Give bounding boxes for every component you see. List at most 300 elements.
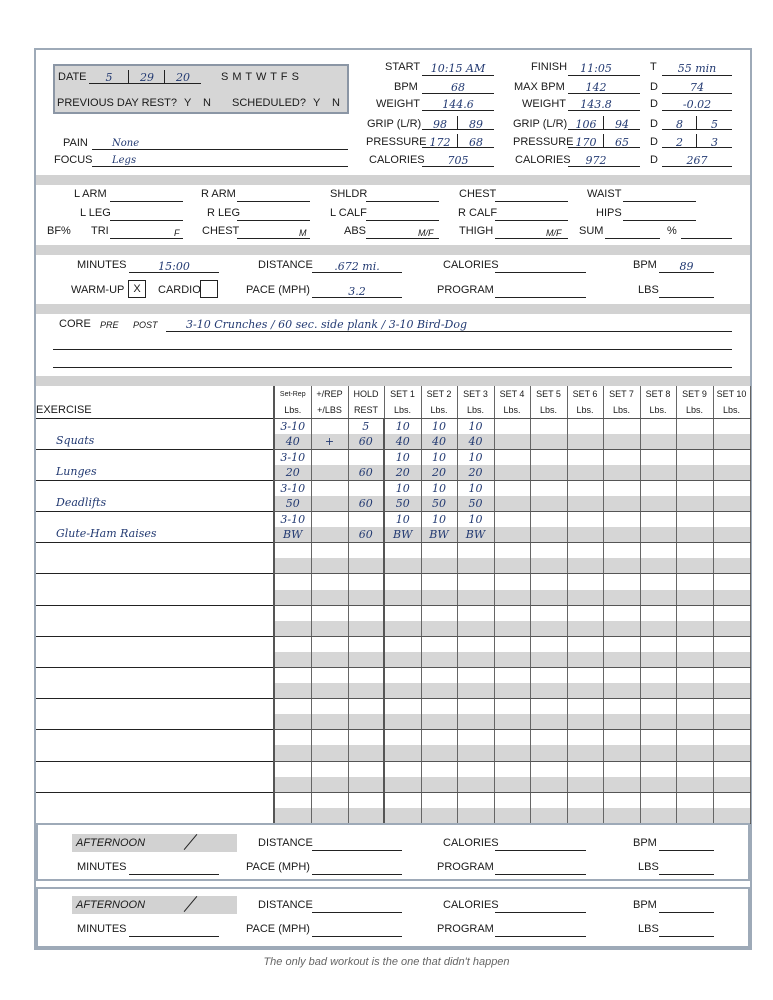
table-cell[interactable]	[530, 699, 567, 715]
table-cell[interactable]	[713, 605, 750, 621]
exercise-name[interactable]: Deadlifts	[36, 480, 274, 511]
table-cell[interactable]	[676, 543, 713, 559]
table-cell[interactable]	[311, 480, 348, 496]
table-cell[interactable]	[384, 730, 421, 746]
aft2-program-field[interactable]	[495, 923, 586, 937]
table-cell[interactable]	[640, 699, 676, 715]
table-cell[interactable]	[567, 512, 603, 528]
table-cell[interactable]	[603, 480, 640, 496]
table-cell[interactable]	[421, 558, 457, 574]
l-leg-field[interactable]	[110, 207, 183, 221]
scheduled-no[interactable]: N	[332, 97, 340, 109]
table-cell[interactable]	[640, 449, 676, 465]
table-cell[interactable]	[274, 699, 311, 715]
exercise-name[interactable]	[36, 761, 274, 792]
table-cell[interactable]	[421, 543, 457, 559]
table-cell[interactable]	[567, 434, 603, 450]
table-cell[interactable]	[530, 636, 567, 652]
r-calf-field[interactable]	[495, 207, 568, 221]
table-cell[interactable]	[421, 808, 457, 824]
table-cell[interactable]: 10	[421, 449, 457, 465]
table-cell[interactable]	[348, 574, 384, 590]
table-cell[interactable]: 50	[457, 496, 494, 512]
table-cell[interactable]	[348, 714, 384, 730]
table-cell[interactable]	[494, 496, 530, 512]
table-cell[interactable]	[348, 761, 384, 777]
table-cell[interactable]	[494, 745, 530, 761]
table-cell[interactable]	[640, 543, 676, 559]
table-cell[interactable]	[457, 605, 494, 621]
afternoon-tag-1[interactable]	[72, 834, 237, 852]
table-cell[interactable]	[311, 449, 348, 465]
table-cell[interactable]: 10	[457, 480, 494, 496]
table-cell[interactable]: 50	[421, 496, 457, 512]
table-cell[interactable]	[603, 543, 640, 559]
table-cell[interactable]	[384, 590, 421, 606]
pct-field[interactable]	[681, 225, 732, 239]
prev-rest-yes[interactable]: Y	[184, 97, 192, 109]
table-cell[interactable]	[530, 449, 567, 465]
table-cell[interactable]	[311, 652, 348, 668]
table-cell[interactable]: 5	[348, 418, 384, 434]
table-cell[interactable]	[567, 418, 603, 434]
table-cell[interactable]	[713, 745, 750, 761]
table-cell[interactable]	[494, 652, 530, 668]
table-cell[interactable]	[311, 714, 348, 730]
table-cell[interactable]	[640, 527, 676, 543]
table-cell[interactable]: 20	[274, 465, 311, 481]
table-cell[interactable]	[603, 745, 640, 761]
table-cell[interactable]	[457, 761, 494, 777]
table-cell[interactable]	[384, 558, 421, 574]
exercise-name[interactable]: Squats	[36, 418, 274, 449]
table-cell[interactable]	[384, 683, 421, 699]
table-cell[interactable]: 3-10	[274, 512, 311, 528]
aft1-pace-field[interactable]	[312, 861, 402, 875]
r-arm-field[interactable]	[237, 188, 310, 202]
table-cell[interactable]	[713, 792, 750, 808]
table-cell[interactable]	[713, 543, 750, 559]
table-cell[interactable]	[274, 777, 311, 793]
aft1-distance-field[interactable]	[312, 837, 402, 851]
table-cell[interactable]	[348, 512, 384, 528]
table-cell[interactable]	[274, 574, 311, 590]
exercise-name[interactable]	[36, 543, 274, 574]
core-line-3[interactable]	[53, 354, 732, 368]
table-cell[interactable]	[421, 745, 457, 761]
table-cell[interactable]	[348, 449, 384, 465]
table-cell[interactable]	[421, 761, 457, 777]
table-cell[interactable]	[676, 480, 713, 496]
table-cell[interactable]	[676, 745, 713, 761]
table-cell[interactable]	[274, 808, 311, 824]
lbs-field[interactable]	[659, 284, 714, 298]
table-cell[interactable]: BW	[457, 527, 494, 543]
table-cell[interactable]	[567, 792, 603, 808]
table-cell[interactable]	[713, 699, 750, 715]
table-cell[interactable]	[348, 792, 384, 808]
table-cell[interactable]	[567, 590, 603, 606]
table-cell[interactable]	[348, 730, 384, 746]
table-cell[interactable]	[457, 792, 494, 808]
table-cell[interactable]	[457, 574, 494, 590]
table-cell[interactable]	[311, 527, 348, 543]
table-cell[interactable]	[530, 543, 567, 559]
table-cell[interactable]	[494, 574, 530, 590]
table-cell[interactable]	[311, 605, 348, 621]
table-cell[interactable]	[676, 792, 713, 808]
table-cell[interactable]	[713, 652, 750, 668]
table-cell[interactable]	[348, 699, 384, 715]
program-field[interactable]	[495, 284, 586, 298]
table-cell[interactable]	[713, 714, 750, 730]
table-cell[interactable]	[713, 574, 750, 590]
table-cell[interactable]	[421, 668, 457, 684]
table-cell[interactable]	[384, 777, 421, 793]
table-cell[interactable]	[384, 543, 421, 559]
table-cell[interactable]: 3-10	[274, 449, 311, 465]
table-cell[interactable]	[567, 808, 603, 824]
aft1-minutes-field[interactable]	[129, 861, 219, 875]
table-cell[interactable]	[348, 605, 384, 621]
table-cell[interactable]: +	[311, 434, 348, 450]
table-cell[interactable]	[274, 636, 311, 652]
table-cell[interactable]	[494, 714, 530, 730]
aft2-minutes-field[interactable]	[129, 923, 219, 937]
table-cell[interactable]	[494, 605, 530, 621]
prev-rest-no[interactable]: N	[203, 97, 211, 109]
table-cell[interactable]	[348, 636, 384, 652]
table-cell[interactable]	[567, 621, 603, 637]
shldr-field[interactable]	[366, 188, 439, 202]
table-cell[interactable]	[530, 792, 567, 808]
cardio-checkbox[interactable]	[200, 280, 218, 298]
table-cell[interactable]	[567, 683, 603, 699]
table-cell[interactable]	[421, 699, 457, 715]
table-cell[interactable]	[311, 543, 348, 559]
table-cell[interactable]	[494, 792, 530, 808]
table-cell[interactable]	[457, 683, 494, 699]
table-cell[interactable]	[640, 792, 676, 808]
table-cell[interactable]	[311, 496, 348, 512]
table-cell[interactable]	[713, 449, 750, 465]
table-cell[interactable]: 50	[384, 496, 421, 512]
table-cell[interactable]: 10	[421, 512, 457, 528]
table-cell[interactable]	[348, 668, 384, 684]
table-cell[interactable]	[567, 480, 603, 496]
table-cell[interactable]: BW	[384, 527, 421, 543]
table-cell[interactable]	[676, 636, 713, 652]
table-cell[interactable]	[311, 465, 348, 481]
afternoon-tag-2[interactable]	[72, 896, 237, 914]
table-cell[interactable]	[676, 652, 713, 668]
aft1-program-field[interactable]	[495, 861, 586, 875]
table-cell[interactable]	[348, 745, 384, 761]
table-cell[interactable]	[494, 434, 530, 450]
table-cell[interactable]: 10	[384, 449, 421, 465]
table-cell[interactable]	[640, 730, 676, 746]
table-cell[interactable]	[421, 792, 457, 808]
table-cell[interactable]	[676, 699, 713, 715]
table-cell[interactable]	[640, 714, 676, 730]
table-cell[interactable]	[713, 777, 750, 793]
table-cell[interactable]	[713, 590, 750, 606]
table-cell[interactable]: 3-10	[274, 418, 311, 434]
table-cell[interactable]	[676, 449, 713, 465]
sum-field[interactable]	[605, 225, 660, 239]
table-cell[interactable]	[640, 574, 676, 590]
scheduled-yes[interactable]: Y	[313, 97, 321, 109]
table-cell[interactable]	[640, 605, 676, 621]
table-cell[interactable]: 20	[384, 465, 421, 481]
table-cell[interactable]	[384, 574, 421, 590]
table-cell[interactable]	[494, 590, 530, 606]
table-cell[interactable]	[311, 418, 348, 434]
exercise-name[interactable]	[36, 605, 274, 636]
table-cell[interactable]	[274, 590, 311, 606]
table-cell[interactable]	[567, 449, 603, 465]
table-cell[interactable]	[274, 745, 311, 761]
table-cell[interactable]	[311, 730, 348, 746]
waist-field[interactable]	[623, 188, 696, 202]
table-cell[interactable]	[676, 761, 713, 777]
hips-field[interactable]	[623, 207, 696, 221]
table-cell[interactable]	[274, 543, 311, 559]
table-cell[interactable]	[713, 683, 750, 699]
table-cell[interactable]	[713, 496, 750, 512]
table-cell[interactable]	[274, 668, 311, 684]
table-cell[interactable]	[311, 636, 348, 652]
table-cell[interactable]	[676, 512, 713, 528]
table-cell[interactable]	[530, 808, 567, 824]
calories-cardio-field[interactable]	[495, 259, 586, 273]
aft1-bpm-field[interactable]	[659, 837, 714, 851]
table-cell[interactable]	[567, 714, 603, 730]
table-cell[interactable]	[494, 449, 530, 465]
table-cell[interactable]	[494, 730, 530, 746]
table-cell[interactable]	[311, 621, 348, 637]
table-cell[interactable]	[640, 480, 676, 496]
table-cell[interactable]	[603, 683, 640, 699]
table-cell[interactable]	[676, 418, 713, 434]
table-cell[interactable]	[530, 652, 567, 668]
table-cell[interactable]	[676, 558, 713, 574]
table-cell[interactable]	[421, 590, 457, 606]
table-cell[interactable]	[311, 761, 348, 777]
table-cell[interactable]	[494, 512, 530, 528]
table-cell[interactable]	[640, 652, 676, 668]
table-cell[interactable]	[603, 730, 640, 746]
table-cell[interactable]	[676, 605, 713, 621]
table-cell[interactable]: 20	[457, 465, 494, 481]
table-cell[interactable]: 40	[274, 434, 311, 450]
table-cell[interactable]	[603, 621, 640, 637]
table-cell[interactable]	[603, 808, 640, 824]
table-cell[interactable]	[494, 683, 530, 699]
table-cell[interactable]	[384, 699, 421, 715]
table-cell[interactable]	[384, 652, 421, 668]
table-cell[interactable]	[494, 543, 530, 559]
table-cell[interactable]: 40	[421, 434, 457, 450]
table-cell[interactable]	[603, 527, 640, 543]
table-cell[interactable]: 50	[274, 496, 311, 512]
table-cell[interactable]	[640, 496, 676, 512]
table-cell[interactable]	[311, 745, 348, 761]
table-cell[interactable]	[676, 465, 713, 481]
table-cell[interactable]	[676, 434, 713, 450]
table-cell[interactable]	[567, 636, 603, 652]
table-cell[interactable]	[640, 745, 676, 761]
table-cell[interactable]	[274, 621, 311, 637]
aft2-lbs-field[interactable]	[659, 923, 714, 937]
r-leg-field[interactable]	[237, 207, 310, 221]
aft2-calories-field[interactable]	[495, 899, 586, 913]
table-cell[interactable]	[274, 714, 311, 730]
table-cell[interactable]	[421, 714, 457, 730]
tri-field[interactable]	[110, 225, 183, 239]
table-cell[interactable]	[348, 621, 384, 637]
exercise-name[interactable]	[36, 730, 274, 761]
exercise-name[interactable]: Glute-Ham Raises	[36, 512, 274, 543]
table-cell[interactable]: 20	[421, 465, 457, 481]
table-cell[interactable]	[494, 527, 530, 543]
table-cell[interactable]	[457, 699, 494, 715]
l-arm-field[interactable]	[110, 188, 183, 202]
table-cell[interactable]	[676, 777, 713, 793]
table-cell[interactable]: 10	[421, 418, 457, 434]
table-cell[interactable]	[530, 745, 567, 761]
table-cell[interactable]	[640, 668, 676, 684]
table-cell[interactable]	[713, 761, 750, 777]
table-cell[interactable]	[494, 465, 530, 481]
l-calf-field[interactable]	[366, 207, 439, 221]
table-cell[interactable]	[530, 683, 567, 699]
table-cell[interactable]	[603, 605, 640, 621]
table-cell[interactable]	[567, 496, 603, 512]
exercise-name[interactable]: Lunges	[36, 449, 274, 480]
core-line-2[interactable]	[53, 336, 732, 350]
table-cell[interactable]	[713, 668, 750, 684]
table-cell[interactable]	[494, 621, 530, 637]
table-cell[interactable]	[530, 761, 567, 777]
table-cell[interactable]	[530, 777, 567, 793]
table-cell[interactable]	[494, 418, 530, 434]
table-cell[interactable]: BW	[421, 527, 457, 543]
table-cell[interactable]	[311, 699, 348, 715]
table-cell[interactable]	[603, 792, 640, 808]
warmup-checkbox[interactable]	[128, 280, 146, 298]
table-cell[interactable]	[640, 636, 676, 652]
weekdays[interactable]: S M T W T F S	[221, 71, 299, 83]
table-cell[interactable]	[348, 808, 384, 824]
table-cell[interactable]	[457, 668, 494, 684]
table-cell[interactable]	[713, 465, 750, 481]
table-cell[interactable]	[567, 465, 603, 481]
table-cell[interactable]	[457, 777, 494, 793]
table-cell[interactable]	[676, 714, 713, 730]
table-cell[interactable]	[640, 683, 676, 699]
table-cell[interactable]: 10	[421, 480, 457, 496]
table-cell[interactable]	[421, 652, 457, 668]
table-cell[interactable]	[676, 808, 713, 824]
table-cell[interactable]	[384, 761, 421, 777]
table-cell[interactable]	[274, 605, 311, 621]
table-cell[interactable]	[640, 590, 676, 606]
chest-field[interactable]	[495, 188, 568, 202]
table-cell[interactable]	[713, 558, 750, 574]
table-cell[interactable]	[494, 699, 530, 715]
table-cell[interactable]	[421, 605, 457, 621]
table-cell[interactable]	[713, 527, 750, 543]
table-cell[interactable]	[494, 761, 530, 777]
table-cell[interactable]	[348, 480, 384, 496]
table-cell[interactable]	[494, 636, 530, 652]
table-cell[interactable]	[603, 449, 640, 465]
table-cell[interactable]	[713, 512, 750, 528]
table-cell[interactable]: 60	[348, 434, 384, 450]
exercise-name[interactable]	[36, 699, 274, 730]
table-cell[interactable]	[676, 683, 713, 699]
table-cell[interactable]	[311, 512, 348, 528]
table-cell[interactable]	[713, 808, 750, 824]
table-cell[interactable]	[457, 745, 494, 761]
table-cell[interactable]	[640, 808, 676, 824]
table-cell[interactable]	[567, 605, 603, 621]
table-cell[interactable]	[348, 558, 384, 574]
table-cell[interactable]	[421, 621, 457, 637]
table-cell[interactable]	[457, 714, 494, 730]
table-cell[interactable]	[530, 418, 567, 434]
table-cell[interactable]	[494, 668, 530, 684]
table-cell[interactable]: 10	[457, 449, 494, 465]
table-cell[interactable]: 10	[384, 512, 421, 528]
table-cell[interactable]	[530, 496, 567, 512]
table-cell[interactable]	[640, 465, 676, 481]
table-cell[interactable]	[384, 714, 421, 730]
table-cell[interactable]	[640, 418, 676, 434]
table-cell[interactable]	[494, 480, 530, 496]
table-cell[interactable]	[384, 792, 421, 808]
table-cell[interactable]	[603, 777, 640, 793]
table-cell[interactable]	[676, 496, 713, 512]
table-cell[interactable]	[530, 730, 567, 746]
table-cell[interactable]	[676, 730, 713, 746]
aft2-pace-field[interactable]	[312, 923, 402, 937]
table-cell[interactable]	[384, 605, 421, 621]
table-cell[interactable]	[640, 558, 676, 574]
table-cell[interactable]	[567, 730, 603, 746]
table-cell[interactable]	[676, 590, 713, 606]
table-cell[interactable]	[457, 590, 494, 606]
table-cell[interactable]	[530, 574, 567, 590]
table-cell[interactable]	[348, 652, 384, 668]
table-cell[interactable]	[530, 668, 567, 684]
table-cell[interactable]	[567, 668, 603, 684]
exercise-name[interactable]	[36, 668, 274, 699]
table-cell[interactable]: 3-10	[274, 480, 311, 496]
table-cell[interactable]: 40	[457, 434, 494, 450]
table-cell[interactable]	[457, 730, 494, 746]
table-cell[interactable]	[274, 761, 311, 777]
table-cell[interactable]	[676, 621, 713, 637]
table-cell[interactable]	[567, 652, 603, 668]
table-cell[interactable]	[640, 621, 676, 637]
table-cell[interactable]	[603, 434, 640, 450]
exercise-name[interactable]	[36, 792, 274, 823]
table-cell[interactable]	[640, 512, 676, 528]
table-cell[interactable]	[274, 792, 311, 808]
table-cell[interactable]	[676, 668, 713, 684]
